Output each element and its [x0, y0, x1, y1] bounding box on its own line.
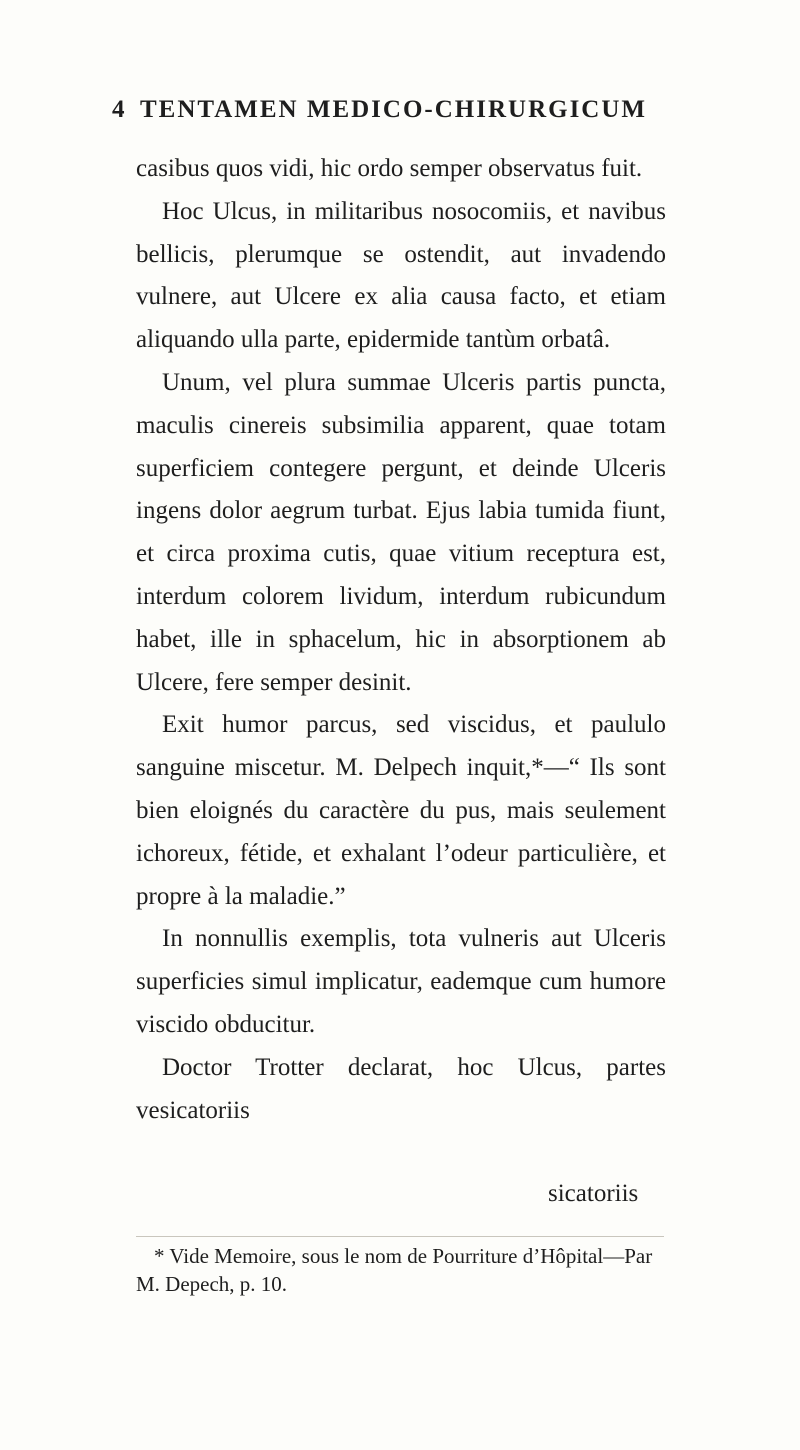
footnote-rule	[136, 1236, 664, 1237]
footnote	[136, 1242, 666, 1298]
page-number: 4	[112, 96, 127, 123]
footnote-marker: *	[154, 1244, 165, 1268]
paragraph: Exit humor parcus, sed viscidus, et paululo sanguine miscetur. M. Delpech inquit,*—“ Ils sont bien eloignés du caractère du pus, mais seulement ichoreux, fétide, et exhalant l’odeur particulière, et propre à la maladie.”	[136, 711, 666, 910]
body-text	[136, 148, 666, 1132]
paragraph: Hoc Ulcus, in militaribus nosocomiis, et navibus bellicis, plerumque se ostendit, aut invadendo vulnere, aut Ulcere ex alia causa facto, et etiam aliquando ulla parte, epidermide tantùm orbatâ.	[136, 197, 666, 354]
paragraph: In nonnullis exemplis, tota vulneris aut Ulceris superficies simul implicatur, eademque cum humore viscido obducitur.	[136, 925, 666, 1038]
running-title: TENTAMEN MEDICO-CHIRURGICUM	[140, 96, 648, 123]
paragraph: Doctor Trotter declarat, hoc Ulcus, partes vesicatoriis	[136, 1053, 666, 1124]
paragraph: casibus quos vidi, hic ordo semper observatus fuit.	[136, 155, 643, 182]
footnote-text: Vide Memoire, sous le nom de Pourriture d’Hôpital—Par M. Depech, p. 10.	[136, 1244, 653, 1296]
catchword: sicatoriis	[548, 1180, 639, 1207]
paragraph: Unum, vel plura summae Ulceris partis puncta, maculis cinereis subsimilia apparent, quae totam superficiem contegere pergunt, et deinde Ulceris ingens dolor aegrum turbat. Ejus labia tumida fiunt, et circa proxima cutis, quae vitium receptura est, interdum colorem lividum, interdum rubicundum habet, ille in sphacelum, hic in absorptionem ab Ulcere, fere semper desinit.	[136, 368, 666, 696]
